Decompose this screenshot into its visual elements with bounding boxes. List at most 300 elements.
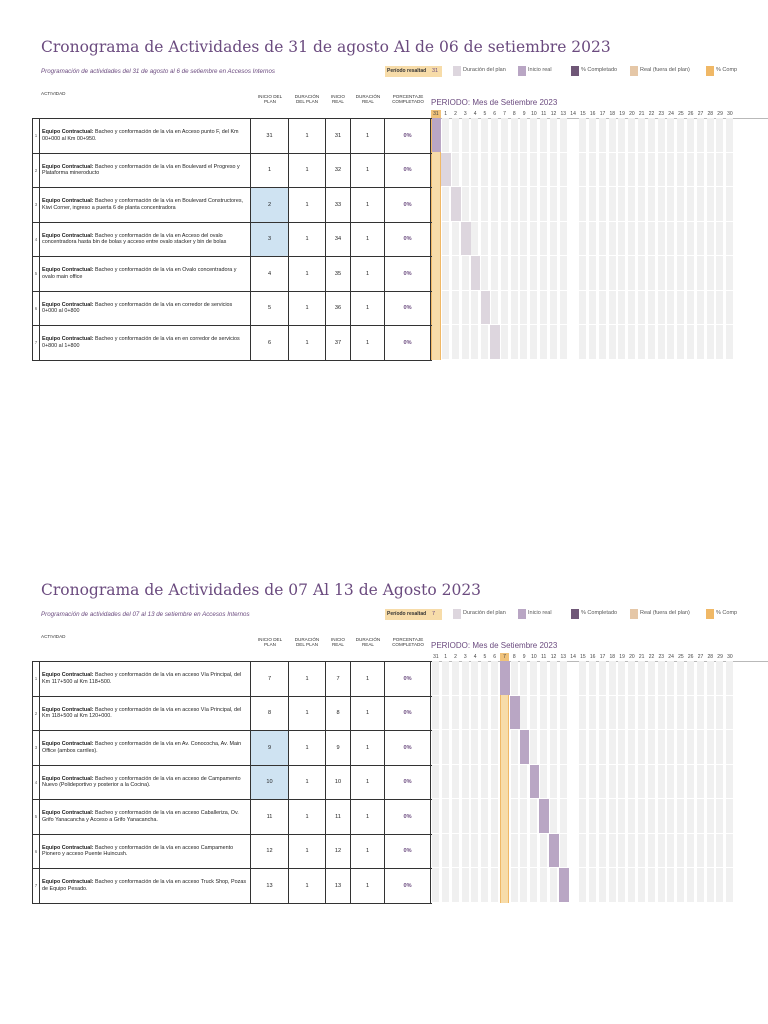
day-number: 12 (550, 111, 557, 117)
activity-label: Equipo Contractual: (42, 775, 94, 782)
duracion-real-cell[interactable]: 1 (351, 223, 385, 257)
legend-item (630, 609, 690, 620)
row-index: 7 (32, 326, 40, 360)
table-row[interactable] (32, 766, 432, 801)
porcentaje-cell[interactable]: 0% (385, 800, 431, 834)
activity-text (42, 129, 248, 142)
duracion-plan-cell[interactable]: 1 (289, 119, 326, 153)
row-index: 1 (32, 119, 40, 153)
day-number: 11 (541, 111, 547, 117)
day-number: 18 (609, 654, 616, 660)
activity-cell[interactable] (40, 326, 251, 360)
duracion-plan-cell[interactable]: 1 (289, 154, 326, 188)
activity-cell[interactable] (40, 119, 251, 153)
legend-label: Real (fuera del plan) (640, 610, 690, 616)
inicio-real-cell[interactable]: 11 (326, 800, 351, 834)
row-index: 6 (32, 835, 40, 869)
activity-cell[interactable] (40, 257, 251, 291)
day-number: 5 (483, 111, 487, 117)
day-number: 17 (599, 111, 606, 117)
activity-text (42, 233, 248, 246)
schedule-title: Cronograma de Actividades de 07 Al 13 de Agosto 2023 (41, 581, 482, 599)
activity-text (42, 198, 248, 211)
inicio-plan-cell[interactable]: 4 (251, 257, 289, 291)
activity-text (42, 267, 248, 280)
gantt-grid (431, 118, 768, 360)
activity-text (42, 879, 248, 892)
legend-label: % Completado (581, 67, 618, 73)
day-number: 16 (589, 654, 596, 660)
table-row[interactable] (32, 662, 432, 697)
day-number: 17 (599, 654, 606, 660)
day-number: 6 (493, 654, 497, 660)
day-number: 30 (727, 654, 733, 660)
activity-description: Bacheo y conformación de la vía en Ovalo concentradora y ovalo main office (42, 267, 237, 280)
legend-label: % Comp (716, 67, 738, 73)
column-header-duracion-plan: DURACIÓN DEL PLAN (294, 637, 320, 648)
table-row[interactable] (32, 326, 432, 361)
duracion-real-cell[interactable]: 1 (351, 835, 385, 869)
grid-row-separator (431, 695, 768, 696)
inicio-real-cell[interactable]: 36 (326, 292, 351, 326)
day-number: 3 (463, 111, 467, 117)
day-number: 21 (638, 654, 645, 660)
activity-text (42, 845, 248, 858)
day-number: 1 (444, 654, 448, 660)
day-number: 15 (580, 654, 586, 660)
day-number: 8 (512, 111, 516, 117)
day-number: 4 (473, 654, 477, 660)
activity-cell[interactable] (40, 662, 251, 696)
activity-description: Bacheo y conformación de la vía en Boulevard el Progreso y Plataforma mineroducto (42, 163, 240, 177)
day-number: 6 (493, 111, 497, 117)
porcentaje-cell[interactable]: 0% (385, 662, 431, 696)
day-number: 25 (678, 654, 684, 660)
legend-item (706, 609, 737, 620)
gantt-bar[interactable] (432, 118, 442, 152)
activity-text (42, 672, 248, 685)
inicio-real-cell[interactable]: 10 (326, 766, 351, 800)
activity-label: Equipo Contractual: (42, 129, 94, 136)
duracion-real-cell[interactable]: 1 (351, 292, 385, 326)
activity-label: Equipo Contractual: (42, 232, 94, 239)
day-number: 14 (570, 654, 576, 660)
duracion-real-cell[interactable]: 1 (351, 154, 385, 188)
grid-row-separator (431, 186, 768, 187)
duracion-real-cell[interactable]: 1 (351, 731, 385, 765)
grid-row-separator (431, 221, 768, 222)
day-number: 27 (697, 654, 704, 660)
table-row[interactable] (32, 119, 432, 154)
legend-label: Duración del plan (463, 67, 506, 73)
day-number: 2 (454, 654, 457, 660)
day-number: 19 (619, 654, 625, 660)
schedule-section (0, 38, 768, 368)
activity-text (42, 707, 248, 720)
duracion-plan-cell[interactable]: 1 (289, 292, 326, 326)
inicio-real-cell[interactable]: 13 (326, 869, 351, 903)
inicio-plan-cell[interactable]: 11 (251, 800, 289, 834)
inicio-real-cell[interactable]: 33 (326, 188, 351, 222)
day-number: 1 (444, 111, 448, 117)
day-number: 29 (717, 111, 723, 117)
activity-description: Bacheo y conformación de la vía en acceso Truck Shop, Pozas de Equipo Pesado. (42, 879, 247, 892)
row-index: 7 (32, 869, 40, 903)
porcentaje-cell[interactable]: 0% (385, 766, 431, 800)
gantt-bar[interactable] (559, 868, 569, 902)
duracion-plan-cell[interactable]: 1 (289, 188, 326, 222)
grid-row-separator (431, 833, 768, 834)
day-number: 18 (609, 111, 616, 117)
grid-row-separator (431, 764, 768, 765)
column-header-porcentaje: PORCENTAJE COMPLETADO (392, 94, 424, 105)
day-number: 29 (717, 654, 723, 660)
gantt-bar[interactable] (461, 222, 471, 256)
day-number: 12 (550, 654, 557, 660)
inicio-real-cell[interactable]: 9 (326, 731, 351, 765)
periodo-title: PERIODO: Mes de Setiembre 2023 (431, 641, 558, 650)
activity-description: Bacheo y conformación de la vía en Acceso del ovalo concentradora hasta bin de bolas y acceso entre ovalo stacker y bin de bolas (42, 232, 227, 246)
day-number: 28 (707, 111, 714, 117)
column-header-actividad: ACTIVIDAD (41, 634, 66, 639)
gantt-bar[interactable] (539, 799, 549, 833)
inicio-plan-cell[interactable]: 7 (251, 662, 289, 696)
inicio-plan-cell[interactable]: 1 (251, 154, 289, 188)
activity-description: Bacheo y conformación de la vía en acceso de Campamento Nuevo (Polideportivo y posterior a la Cocina). (42, 775, 241, 789)
legend-item (630, 66, 690, 77)
porcentaje-cell[interactable]: 0% (385, 223, 431, 257)
inicio-real-cell[interactable]: 34 (326, 223, 351, 257)
schedule-section (0, 581, 768, 911)
activity-cell[interactable] (40, 766, 251, 800)
inicio-plan-cell[interactable]: 31 (251, 119, 289, 153)
duracion-plan-cell[interactable]: 1 (289, 800, 326, 834)
duracion-real-cell[interactable]: 1 (351, 188, 385, 222)
legend-item (453, 66, 506, 77)
inicio-real-cell[interactable]: 7 (326, 662, 351, 696)
column-header-inicio-real: INICIO REAL (330, 94, 346, 105)
legend-label: Real (fuera del plan) (640, 67, 690, 73)
day-number: 22 (648, 111, 655, 117)
row-index: 6 (32, 292, 40, 326)
column-header-inicio-plan: INICIO DEL PLAN (257, 637, 283, 648)
day-number: 26 (687, 654, 694, 660)
day-number: 10 (531, 654, 537, 660)
day-number: 5 (483, 654, 487, 660)
legend-item (453, 609, 506, 620)
activity-description: Bacheo y conformación de la vía en acceso Vía Principal, del Km 118+500 al Km 120+000. (42, 706, 242, 720)
day-number: 27 (697, 111, 704, 117)
gantt-bar[interactable] (500, 661, 510, 695)
activity-description: Bacheo y conformación de la vía en Av. Conococha, Av. Main Office (ambos carriles). (42, 741, 242, 754)
activity-label: Equipo Contractual: (42, 336, 94, 343)
inicio-real-cell[interactable]: 32 (326, 154, 351, 188)
duracion-real-cell[interactable]: 1 (351, 326, 385, 360)
gantt-bar[interactable] (549, 834, 559, 868)
activity-cell[interactable] (40, 835, 251, 869)
day-number: 3 (463, 654, 467, 660)
day-number: 13 (560, 654, 567, 660)
activity-label: Equipo Contractual: (42, 198, 94, 205)
column-header-inicio-plan: INICIO DEL PLAN (257, 94, 283, 105)
activity-text (42, 302, 248, 315)
inicio-plan-cell[interactable]: 2 (251, 188, 289, 222)
duracion-real-cell[interactable]: 1 (351, 766, 385, 800)
activity-label: Equipo Contractual: (42, 741, 94, 748)
duracion-plan-cell[interactable]: 1 (289, 766, 326, 800)
day-number: 13 (560, 111, 567, 117)
day-number: 30 (727, 111, 733, 117)
activity-cell[interactable] (40, 292, 251, 326)
column-header-duracion-real: DURACIÓN REAL (355, 637, 381, 648)
day-number: 9 (522, 111, 526, 117)
legend-item (518, 609, 552, 620)
column-header-duracion-real: DURACIÓN REAL (355, 94, 381, 105)
inicio-real-cell[interactable]: 37 (326, 326, 351, 360)
porcentaje-cell[interactable]: 0% (385, 326, 431, 360)
activity-description: Bacheo y conformación de la vía en en corredor de servicios 0+800 al 1+800 (42, 336, 240, 349)
gantt-bar[interactable] (481, 291, 491, 325)
legend-swatch (571, 66, 579, 76)
inicio-plan-cell[interactable]: 6 (251, 326, 289, 360)
inicio-plan-cell[interactable]: 10 (251, 766, 289, 800)
activity-label: Equipo Contractual: (42, 706, 94, 713)
duracion-plan-cell[interactable]: 1 (289, 869, 326, 903)
activity-label: Equipo Contractual: (42, 267, 94, 274)
table-row[interactable] (32, 869, 432, 904)
activity-text (42, 776, 248, 789)
legend-swatch (706, 66, 714, 76)
table-row[interactable] (32, 223, 432, 258)
duracion-real-cell[interactable]: 1 (351, 869, 385, 903)
gantt-bar[interactable] (471, 256, 481, 290)
porcentaje-cell[interactable]: 0% (385, 869, 431, 903)
grid-row-separator (431, 798, 768, 799)
day-header (431, 110, 768, 118)
legend-swatch (453, 609, 461, 619)
periodo-value[interactable]: 31 (432, 68, 439, 74)
porcentaje-cell[interactable]: 0% (385, 835, 431, 869)
legend-swatch (453, 66, 461, 76)
day-number: 31 (433, 654, 439, 660)
activity-label: Equipo Contractual: (42, 844, 94, 851)
gantt-bar[interactable] (451, 187, 461, 221)
row-index: 2 (32, 697, 40, 731)
activity-text (42, 741, 248, 754)
grid-row-separator (431, 867, 768, 868)
periodo-value[interactable]: 7 (432, 611, 436, 617)
grid-row-separator (431, 729, 768, 730)
day-number: 10 (531, 111, 537, 117)
day-number: 4 (473, 111, 477, 117)
inicio-real-cell[interactable]: 31 (326, 119, 351, 153)
table-row[interactable] (32, 800, 432, 835)
activity-cell[interactable] (40, 869, 251, 903)
grid-row-separator (431, 152, 768, 153)
gantt-bar[interactable] (530, 765, 540, 799)
day-number: 20 (629, 111, 635, 117)
row-index: 1 (32, 662, 40, 696)
inicio-plan-cell[interactable]: 13 (251, 869, 289, 903)
activity-cell[interactable] (40, 697, 251, 731)
duracion-plan-cell[interactable]: 1 (289, 326, 326, 360)
day-header (431, 653, 768, 661)
column-header-duracion-plan: DURACIÓN DEL PLAN (294, 94, 320, 105)
grid-row-separator (431, 255, 768, 256)
table-row[interactable] (32, 835, 432, 870)
duracion-real-cell[interactable]: 1 (351, 662, 385, 696)
day-number: 20 (629, 654, 635, 660)
activity-cell[interactable] (40, 800, 251, 834)
legend-label: Inicio real (528, 610, 552, 616)
day-number: 2 (454, 111, 457, 117)
day-number: 25 (678, 111, 684, 117)
inicio-plan-cell[interactable]: 5 (251, 292, 289, 326)
legend-label: % Completado (581, 610, 618, 616)
table-row[interactable] (32, 292, 432, 327)
table-row[interactable] (32, 154, 432, 189)
table-row[interactable] (32, 257, 432, 292)
activity-description: Bacheo y conformación de la vía en acceso Vía Principal, del Km 117+500 al Km 118+500. (42, 672, 242, 685)
table-row[interactable] (32, 188, 432, 223)
activity-label: Equipo Contractual: (42, 810, 94, 817)
activity-label: Equipo Contractual: (42, 879, 94, 886)
table-row[interactable] (32, 697, 432, 732)
day-number: 28 (707, 654, 714, 660)
activity-text (42, 164, 248, 177)
row-index: 2 (32, 154, 40, 188)
day-number: 23 (658, 111, 665, 117)
duracion-plan-cell[interactable]: 1 (289, 257, 326, 291)
activity-text (42, 336, 248, 349)
legend-swatch (706, 609, 714, 619)
gantt-bar[interactable] (520, 730, 530, 764)
schedule-subtitle: Programación de actividades del 07 al 13 de setiembre en Accesos Internos (41, 611, 250, 618)
day-number: 24 (668, 111, 674, 117)
day-number: 15 (580, 111, 586, 117)
activity-table (32, 118, 432, 360)
activity-label: Equipo Contractual: (42, 301, 94, 308)
activity-label: Equipo Contractual: (42, 672, 94, 679)
period-highlight-line (431, 118, 441, 360)
legend-item (571, 66, 617, 77)
row-index: 3 (32, 731, 40, 765)
day-number: 9 (522, 654, 526, 660)
activity-description: Bacheo y conformación de la vía en acceso Campamento Pionero y acceso Puente Huincush. (42, 844, 234, 858)
day-number: 22 (648, 654, 655, 660)
periodo-label: Período resaltad (385, 609, 442, 620)
schedule-subtitle: Programación de actividades del 31 de agosto al 6 de setiembre en Accesos Internos (41, 68, 276, 75)
day-number: 23 (658, 654, 665, 660)
legend-item (571, 609, 617, 620)
legend-label: Duración del plan (463, 610, 506, 616)
legend-swatch (518, 609, 526, 619)
activity-description: Bacheo y conformación de la vía en corredor de servicios 0+000 al 0+800 (42, 301, 233, 315)
grid-row-separator (431, 324, 768, 325)
gantt-bar[interactable] (441, 153, 451, 187)
day-number: 31 (431, 110, 441, 118)
porcentaje-cell[interactable]: 0% (385, 154, 431, 188)
schedule-title: Cronograma de Actividades de 31 de agosto Al de 06 de setiembre 2023 (41, 38, 611, 56)
duracion-plan-cell[interactable]: 1 (289, 835, 326, 869)
inicio-real-cell[interactable]: 12 (326, 835, 351, 869)
gantt-grid (431, 661, 768, 903)
porcentaje-cell[interactable]: 0% (385, 697, 431, 731)
legend-swatch (571, 609, 579, 619)
legend-item (518, 66, 552, 77)
duracion-plan-cell[interactable]: 1 (289, 697, 326, 731)
periodo-title: PERIODO: Mes de Setiembre 2023 (431, 98, 558, 107)
row-index: 5 (32, 257, 40, 291)
gantt-bar[interactable] (490, 325, 500, 359)
legend-swatch (630, 66, 638, 76)
activity-table (32, 661, 432, 903)
porcentaje-cell[interactable]: 0% (385, 188, 431, 222)
inicio-plan-cell[interactable]: 12 (251, 835, 289, 869)
activity-cell[interactable] (40, 223, 251, 257)
porcentaje-cell[interactable]: 0% (385, 257, 431, 291)
porcentaje-cell[interactable]: 0% (385, 292, 431, 326)
inicio-plan-cell[interactable]: 9 (251, 731, 289, 765)
grid-row-separator (431, 359, 768, 360)
inicio-real-cell[interactable]: 35 (326, 257, 351, 291)
row-index: 5 (32, 800, 40, 834)
activity-text (42, 810, 248, 823)
activity-description: Bacheo y conformación de la vía en acceso Caballeriza, Ov. Grifo Yanacancha y Acceso a Grifo Yanacancha. (42, 810, 239, 823)
row-index: 4 (32, 766, 40, 800)
duracion-real-cell[interactable]: 1 (351, 119, 385, 153)
day-number: 7 (503, 111, 506, 117)
legend-label: % Comp (716, 610, 738, 616)
periodo-label: Período resaltad (385, 66, 442, 77)
legend-swatch (630, 609, 638, 619)
activity-label: Equipo Contractual: (42, 163, 94, 170)
legend-item (706, 66, 737, 77)
day-number: 8 (512, 654, 516, 660)
day-number: 16 (589, 111, 596, 117)
activity-description: Bacheo y conformación de la vía en Boulevard Constructores, Kiwi Corner, ingreso a puerta 6 de planta concentradora (42, 198, 244, 211)
porcentaje-cell[interactable]: 0% (385, 731, 431, 765)
day-number: 19 (619, 111, 625, 117)
inicio-plan-cell[interactable]: 3 (251, 223, 289, 257)
duracion-plan-cell[interactable]: 1 (289, 731, 326, 765)
day-number: 24 (668, 654, 674, 660)
duracion-plan-cell[interactable]: 1 (289, 223, 326, 257)
period-highlight-line (500, 661, 510, 903)
legend-label: Inicio real (528, 67, 552, 73)
activity-cell[interactable] (40, 188, 251, 222)
inicio-real-cell[interactable]: 8 (326, 697, 351, 731)
column-header-porcentaje: PORCENTAJE COMPLETADO (392, 637, 424, 648)
row-index: 4 (32, 223, 40, 257)
day-number: 14 (570, 111, 576, 117)
day-number: 7 (500, 653, 510, 661)
grid-row-separator (431, 902, 768, 903)
table-row[interactable] (32, 731, 432, 766)
column-header-inicio-real: INICIO REAL (330, 637, 346, 648)
gantt-bar[interactable] (510, 696, 520, 730)
duracion-plan-cell[interactable]: 1 (289, 662, 326, 696)
duracion-real-cell[interactable]: 1 (351, 800, 385, 834)
activity-cell[interactable] (40, 154, 251, 188)
legend-swatch (518, 66, 526, 76)
porcentaje-cell[interactable]: 0% (385, 119, 431, 153)
column-header-actividad: ACTIVIDAD (41, 91, 66, 96)
activity-cell[interactable] (40, 731, 251, 765)
duracion-real-cell[interactable]: 1 (351, 697, 385, 731)
inicio-plan-cell[interactable]: 8 (251, 697, 289, 731)
duracion-real-cell[interactable]: 1 (351, 257, 385, 291)
